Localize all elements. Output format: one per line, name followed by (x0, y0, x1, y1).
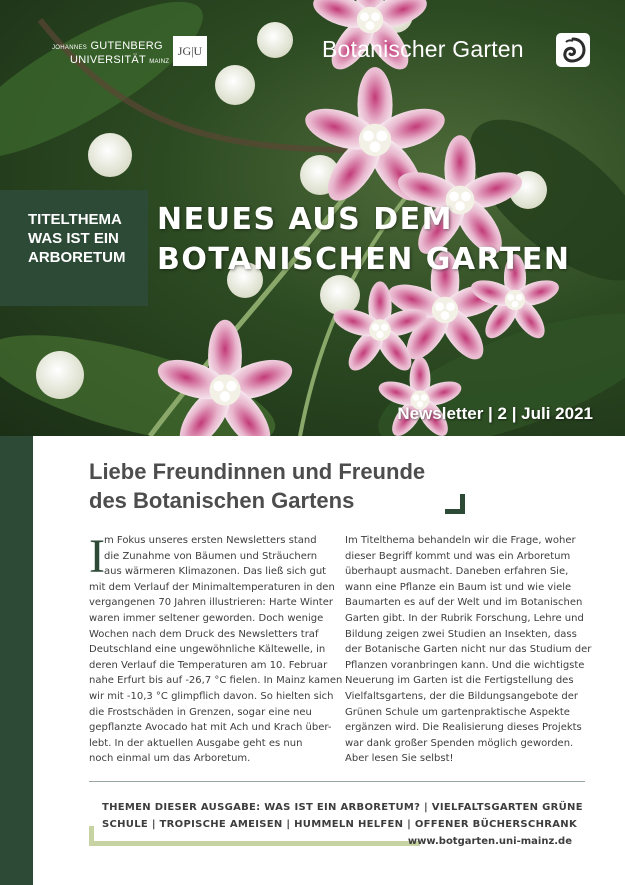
text-line: wann eine Pflanze ein Baum ist und wie viele (345, 581, 572, 593)
corner-mark (445, 494, 465, 514)
text-line: Garten gibt. In der Rubrik Forschung, Lehre und (345, 612, 584, 624)
divider (89, 781, 585, 782)
text-line: deren Verlauf die Temperaturen am 10. Februar (89, 659, 328, 671)
greeting-line: des Botanischen Gartens (89, 488, 355, 513)
university-word: UNIVERSITÄT (70, 54, 146, 66)
greeting-line: Liebe Freundinnen und Freunde (89, 459, 426, 484)
issue-label: Newsletter | 2 | Juli 2021 (397, 404, 593, 423)
text-line: Aber lesen Sie selbst! (345, 753, 454, 765)
topic-line: TITELTHEMA (28, 211, 122, 228)
text-line: die Frostschäden in Grenzen, sogar eine neu (89, 706, 312, 718)
text-line: ergänzen wird. Die Realisierung dieses Projekts (345, 722, 582, 734)
text-line: war dank großer Spenden möglich geworden. (345, 737, 574, 749)
text-line: vergangenen 70 Jahren illustrieren: Harte Winter (89, 597, 333, 609)
text-line: Baumarten es auf der Welt und im Botanischen (345, 597, 583, 609)
text-line: die Zunahme von Bäumen und Sträuchern (104, 550, 318, 562)
text-line: nahe Erfurt bis auf -26,7 °C fielen. In Mainz kamen (89, 675, 343, 687)
side-bar (0, 436, 33, 885)
headline-line: NEUES AUS DEM (157, 202, 453, 237)
page-title (157, 200, 570, 280)
university-city: MAINZ (149, 59, 170, 65)
text-line: wir mit -10,3 °C glimpflich davon. So hielten sich (89, 690, 334, 702)
headline-line: BOTANISCHEN GARTEN (157, 242, 571, 277)
garden-logo-icon (556, 33, 590, 67)
themes-line: THEMEN DIESER AUSGABE: WAS IST EIN ARBORETUM? | VIELFALTSGARTEN GRÜNE (102, 802, 583, 813)
text-line: überhaupt ausmacht. Daneben erfahren Sie, (345, 566, 569, 578)
text-line: Pflanzen voranbringen kann. Und die wichtigste (345, 659, 585, 671)
text-line: Bildung zeigen zwei Studien an Insekten, dass (345, 628, 577, 640)
text-line: waren immer seltener geworden. Doch wenige (89, 612, 324, 624)
greeting-heading (89, 457, 425, 515)
text-line: Deutschland eine ungewöhnliche Kältewelle, in (89, 644, 326, 656)
topic-line: ARBORETUM (28, 249, 126, 266)
text-line: gepflanzte Avocado hat mit Ach und Krach über- (89, 722, 332, 734)
text-line: mit dem Verlauf der Minimaltemperaturen in den (89, 581, 335, 593)
issue-themes (102, 799, 583, 833)
text-line: dieser Begriff kommt und was ein Arboretum (345, 550, 571, 562)
text-line: Wochen nach dem Druck des Newsletters traf (89, 628, 319, 640)
university-logo (52, 40, 169, 68)
text-column-left (89, 530, 343, 767)
university-prefix: JOHANNES (52, 45, 88, 51)
text-line: Neuerung im Garten ist die Fertigstellung des (345, 675, 574, 687)
garden-title: Botanischer Garten (322, 36, 524, 62)
university-name: GUTENBERG (90, 40, 163, 52)
text-line: aus wärmeren Klimazonen. Das ließ sich gut (104, 566, 327, 578)
text-column-right (345, 533, 590, 767)
topic-label (28, 210, 126, 267)
text-line: Grünen Schule um gartenpraktische Aspekte (345, 706, 570, 718)
topic-line: WAS IST EIN (28, 230, 119, 247)
text-line: Im Titelthema behandeln wir die Frage, woher (345, 535, 576, 546)
themes-line: SCHULE | TROPISCHE AMEISEN | HUMMELN HELFEN | OFFENER BÜCHERSCHRANK (102, 819, 577, 830)
accent-bracket (89, 841, 420, 846)
text-line: noch einmal um das Arboretum. (89, 753, 251, 765)
jgu-mark: JG|U (173, 36, 207, 66)
text-line: Vielfaltsgartens, der die Bildungsangebote der (345, 690, 578, 702)
text-line: der Botanische Garten nicht nur das Studium der (345, 644, 592, 656)
drop-cap: I (89, 530, 105, 583)
text-line: m Fokus unseres ersten Newsletters stand (104, 535, 317, 546)
website-link[interactable]: www.botgarten.uni-mainz.de (407, 836, 572, 847)
text-line: lebt. In der aktuellen Ausgabe geht es nun (89, 737, 303, 749)
